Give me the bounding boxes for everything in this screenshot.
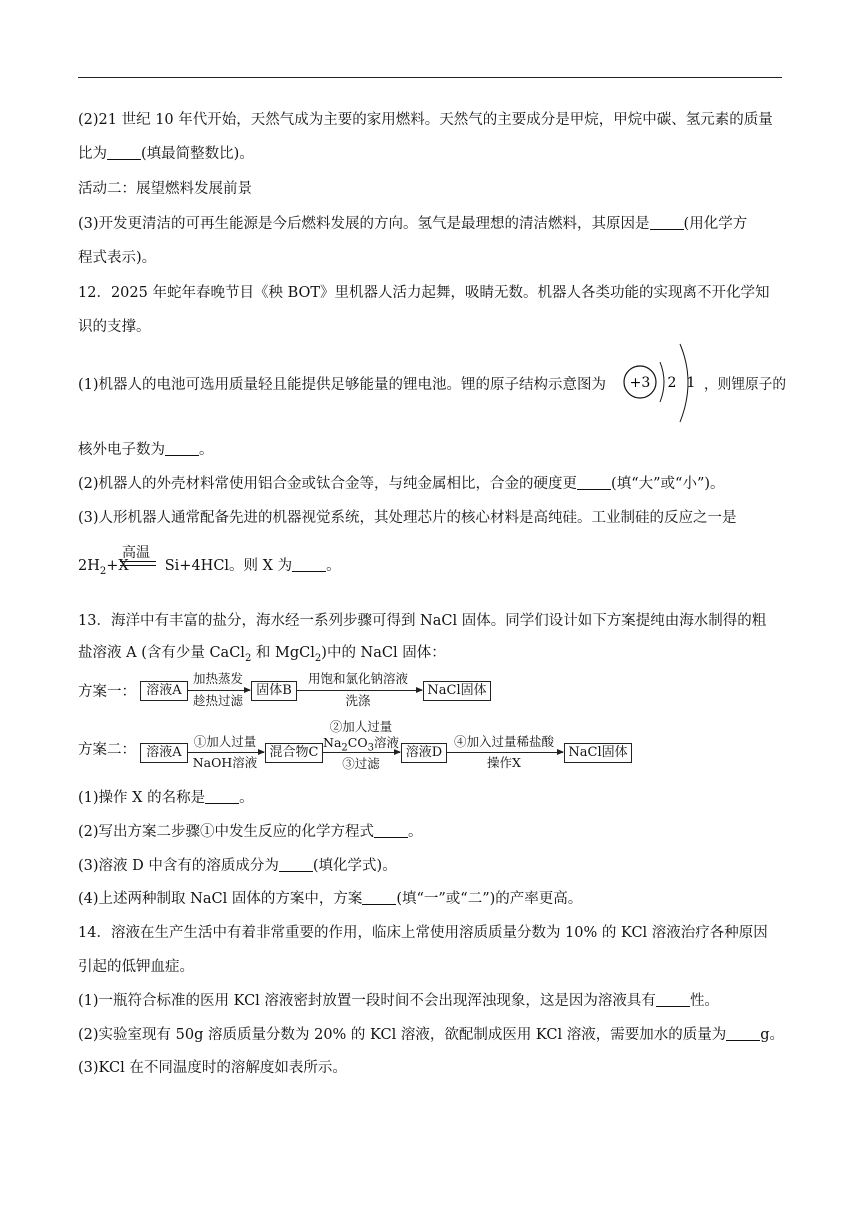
answer-blank[interactable]: [165, 441, 199, 456]
q14-stem-line2: 引起的低钾血症。: [78, 959, 194, 975]
scheme2-step1-bottom: NaOH溶液: [192, 755, 258, 770]
q13-part4: (4)上述两种制取 NaCl 固体的方案中，方案 (填“一”或“二”)的产率更高。: [78, 891, 583, 907]
scheme2-step4-bottom: 操作X: [487, 755, 521, 770]
scheme2-arrow3: [447, 752, 563, 753]
q14-stem-line1: 14．溶液在生产生活中有着非常重要的作用，临床上常使用溶质质量分数为 10% 的 KCl 溶液治疗各种原因: [78, 925, 768, 941]
q12-part1-line1: (1)机器人的电池可选用质量轻且能提供足够能量的锂电池。锂的原子结构示意图为: [78, 377, 607, 393]
q13-part2: (2)写出方案二步骤①中发生反应的化学方程式 。: [78, 824, 423, 840]
atom-shell-1: 2: [667, 375, 677, 391]
scheme2-arrow1: [188, 752, 264, 753]
scheme1-box-nacl-solid: NaCl固体: [423, 681, 491, 701]
atom-shell-2: 1: [686, 375, 696, 391]
answer-blank[interactable]: [374, 823, 408, 838]
scheme1-arrow2: [297, 690, 422, 691]
q12-part2: (2)机器人的外壳材料常使用铝合金或钛合金等，与纯金属相比，合金的硬度更 (填“大”或“小”)。: [78, 476, 725, 492]
answer-blank[interactable]: [726, 1026, 760, 1041]
scheme2-step2-top1: ②加人过量: [329, 719, 393, 734]
q14-part3: (3)KCl 在不同温度时的溶解度如表所示。: [78, 1060, 347, 1076]
q12-part1-tail: ，则锂原子的: [704, 377, 787, 393]
answer-blank[interactable]: [650, 215, 684, 230]
q12-part3-equation: $2H_2+X$ Si+4HCl。则 X 为 。: [78, 558, 341, 577]
scheme2-step4-top: ④加入过量稀盐酸: [453, 734, 554, 749]
scheme2-label: 方案二：: [78, 742, 136, 758]
q13-stem-line2: 盐溶液 A (含有少量 CaCl$_2$ 和 MgCl$_2$)中的 NaCl 固体：: [78, 645, 446, 664]
q13-stem-line1: 13．海洋中有丰富的盐分，海水经一系列步骤可得到 NaCl 固体。同学们设计如下方案提纯由海水制得的粗: [78, 613, 767, 629]
scheme1-step1-top: 加热蒸发: [192, 671, 243, 686]
q11-part3-line2: 程式表示)。: [78, 250, 157, 266]
activity-two-heading: 活动二：展望燃料发展前景: [78, 181, 252, 197]
scheme1-step1-bottom: 趁热过滤: [192, 693, 243, 708]
scheme2-step2-top2: $Na_2CO_3$溶液: [323, 735, 399, 754]
scheme1-arrow1: [188, 690, 250, 691]
header-rule: [78, 77, 782, 78]
scheme2-box-mixture-c: 混合物C: [265, 743, 323, 763]
scheme1-box-solid-b: 固体B: [251, 681, 297, 701]
q12-stem-line2: 识的支撑。: [78, 319, 151, 335]
q13-part3: (3)溶液 D 中含有的溶质成分为 (填化学式)。: [78, 858, 397, 874]
q12-stem-line1: 12．2025 年蛇年春晚节目《秧 BOT》里机器人活力起舞，吸睛无数。机器人各类功能的实现离不开化学知: [78, 285, 770, 301]
reaction-condition: 高温: [122, 545, 150, 561]
q11-part3-line1: (3)开发更清洁的可再生能源是今后燃料发展的方向。氢气是最理想的清洁燃料，其原因是 (用化学方: [78, 216, 748, 232]
answer-blank[interactable]: [362, 890, 396, 905]
q13-part1: (1)操作 X 的名称是 。: [78, 790, 254, 806]
answer-blank[interactable]: [205, 789, 239, 804]
scheme2-box-solution-d: 溶液D: [401, 743, 447, 763]
q11-part2-line1: (2)21 世纪 10 年代开始，天然气成为主要的家用燃料。天然气的主要成分是甲烷，甲烷中碳、氢元素的质量: [78, 112, 773, 128]
scheme2-arrow2: [323, 752, 400, 753]
scheme1-step2-bottom: 洗涤: [345, 693, 371, 708]
answer-blank[interactable]: [107, 145, 141, 160]
answer-blank[interactable]: [279, 857, 313, 872]
scheme1-label: 方案一：: [78, 684, 136, 700]
q14-part2: (2)实验室现有 50g 溶质质量分数为 20% 的 KCl 溶液，欲配制成医用 KCl 溶液，需要加水的质量为 g。: [78, 1027, 785, 1043]
q11-part2-line2: 比为 (填最简整数比)。: [78, 146, 254, 162]
q14-part1: (1)一瓶符合标准的医用 KCl 溶液密封放置一段时间不会出现浑浊现象，这是因为溶液具有 性。: [78, 993, 719, 1009]
scheme2-step1-top: ①加人过量: [193, 734, 257, 749]
scheme2-step2-bottom: ③过滤: [342, 756, 380, 771]
scheme1-box-solution-a: 溶液A: [140, 681, 188, 701]
scheme1-step2-top: 用饱和氯化钠溶液: [307, 671, 408, 686]
answer-blank[interactable]: [656, 992, 690, 1007]
atom-nucleus: +3: [629, 375, 651, 391]
answer-blank[interactable]: [292, 557, 326, 572]
answer-blank[interactable]: [577, 475, 611, 490]
q12-part1-line2: 核外电子数为 。: [78, 442, 214, 458]
scheme2-box-nacl-solid: NaCl固体: [564, 743, 632, 763]
lithium-atom-diagram: [622, 336, 702, 428]
q12-part3-line1: (3)人形机器人通常配备先进的机器视觉系统，其处理芯片的核心材料是高纯硅。工业制硅的反应之一是: [78, 510, 737, 526]
scheme2-box-solution-a: 溶液A: [140, 743, 188, 763]
